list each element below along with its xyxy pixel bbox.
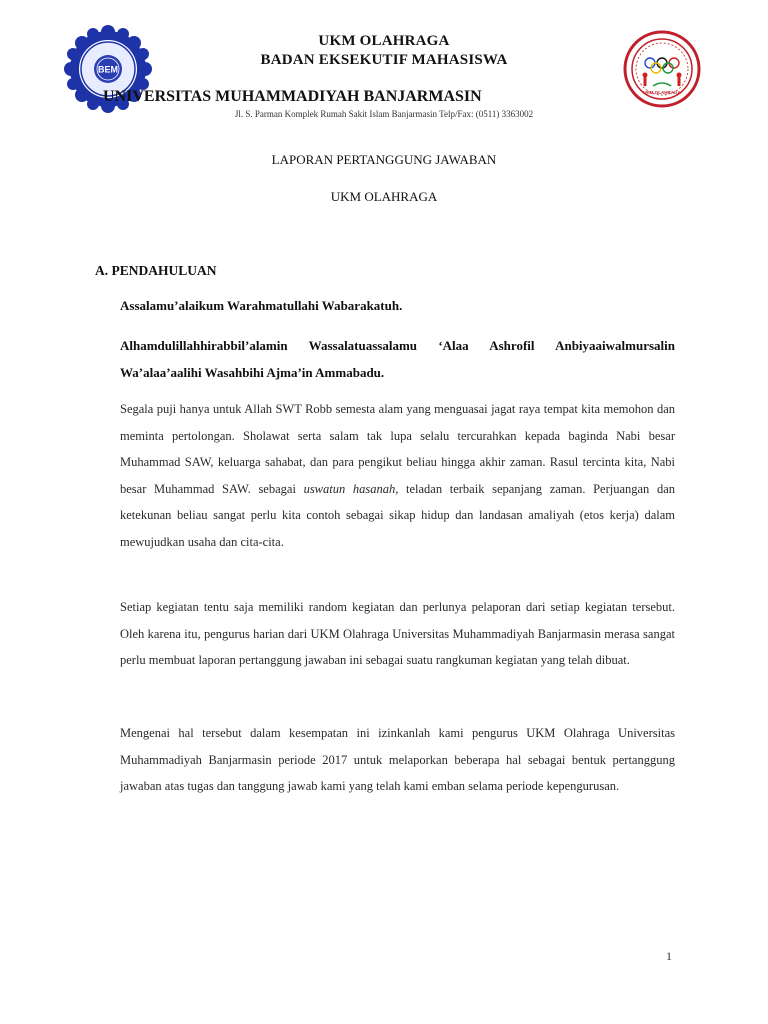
opening-prayer: Alhamdulillahhirabbil’alamin Wassalatuassalamu ‘Alaa Ashrofil Anbiyaaiwalmursalin Wa’alaa’aalihi Wasahbihi Ajma’in Ammabadu. [120,338,675,380]
section-heading: A. PENDAHULUAN [95,263,217,278]
paragraph-2: Setiap kegiatan tentu saja memiliki random kegiatan dan perlunya pelaporan dari setiap kegiatan tersebut. Oleh karena itu, pengurus harian dari UKM Olahraga Universitas Muhammadiyah Banjarmasin merasa sangat perlu membuat laporan pertanggung jawaban ini sebagai suatu rangkuman kegiatan yang telah dibuat. [120,600,675,668]
ukm-logo-text: UKM OLAHRAGA [643,90,681,95]
page-number: 1 [666,949,672,963]
paragraph-1 [120,396,675,556]
paragraph-1-text-a: Segala puji hanya untuk Allah SWT Robb semesta alam yang menguasai jagat raya tempat kita memohon dan meminta pertolongan. Sholawat serta salam tak lupa selalu tercurahkan kepada baginda Nabi besar Muhammad SAW, keluarga sahabat, dan para pengikut beliau hingga akhir zaman. Rasul tercinta kita, Nabi besar Muhammad SAW. sebagai [120,402,675,496]
letterhead-address: Jl. S. Parman Komplek Rumah Sakit Islam Banjarmasin Telp/Fax: (0511) 3363002 [234,109,534,119]
paragraph-3: Mengenai hal tersebut dalam kesempatan ini izinkanlah kami pengurus UKM Olahraga Universitas Muhammadiyah Banjarmasin periode 2017 untuk melaporkan beberapa hal sebagai bentuk pertanggung jawaban atas tugas dan tanggung jawab kami yang telah kami emban selama periode kepengurusan. [120,726,675,794]
paragraph-1-text-b: , teladan terbaik sepanjang zaman. Perjuangan dan ketekunan beliau sangat perlu kita contoh sebagai sikap hidup dan landasan amaliyah (etos kerja) dalam mewujudkan usaha dan cita-cita. [120,481,675,549]
paragraph-1-italic: uswatun hasanah [303,481,396,496]
letterhead-line1: UKM OLAHRAGA [318,33,450,49]
university-name: UNIVERSITAS MUHAMMADIYAH BANJARMASIN [103,88,482,105]
greeting: Assalamu’alaikum Warahmatullahi Wabarakatuh. [120,298,403,313]
report-title: LAPORAN PERTANGGUNG JAWABAN [271,152,497,167]
bem-logo-text: BEM [98,64,118,75]
letterhead-line2: BADAN EKSEKUTIF MAHASISWA [260,52,508,68]
report-subtitle: UKM OLAHRAGA [330,189,438,204]
